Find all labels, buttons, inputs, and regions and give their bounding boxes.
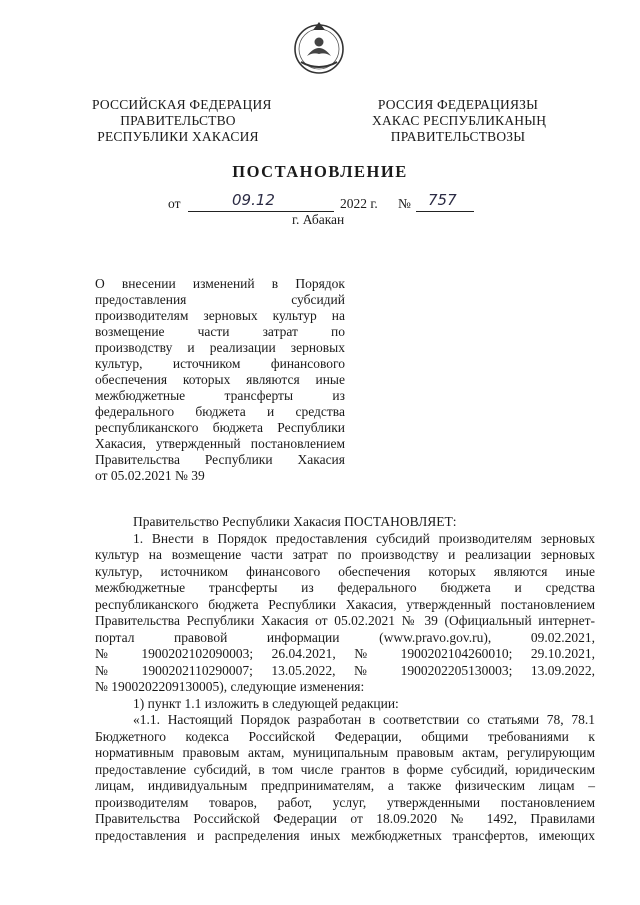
paragraph-1-line: республиканского бюджета Республики Хакасия, утвержденный постановлением [95, 596, 595, 612]
paragraph-1-line: № 1900202209130005), следующие изменения: [95, 679, 365, 694]
paragraph-1-line: культур на возмещение части затрат по производству и реализации зерновых [95, 547, 595, 562]
handwritten-number: 757 [428, 191, 457, 209]
handwritten-date: 09.12 [232, 191, 275, 209]
header-left-line: ПРАВИТЕЛЬСТВО [120, 113, 236, 128]
quote-line: нормативным правовым актам, муниципальным правовым актам, регулирующим [95, 745, 595, 760]
paragraph-1-line: Правительства Республики Хакасия от 05.02.2021 № 39 (Официальный интернет- [95, 613, 595, 628]
paragraph-1-first-line: 1. Внести в Порядок предоставления субсидий производителям зерновых [133, 530, 595, 546]
date-prefix: от [168, 196, 181, 211]
subject-line: производителям зерновых культур на [95, 308, 345, 323]
header-right-line: РОССИЯ ФЕДЕРАЦИЯЗЫ [377, 97, 539, 112]
header-right-khakas [372, 97, 547, 145]
quote-line: лицам, индивидуальным предпринимателям, а также физическим лицам – [95, 778, 595, 793]
resolution-intro: Правительство Республики Хакасия ПОСТАНОВЛЯЕТ: [133, 514, 457, 529]
paragraph-1-line: портал правовой информации (www.pravo.gov.ru), 09.02.2021, [95, 629, 595, 645]
number-prefix: № [398, 196, 411, 211]
subject-line: культур, источником финансового [95, 356, 345, 371]
subject-line: производству и реализации зерновых [95, 340, 345, 355]
subject-line: предоставления субсидий [95, 292, 345, 307]
document-title: ПОСТАНОВЛЕНИЕ [232, 162, 408, 181]
subject-line: федерального бюджета и средства [95, 404, 345, 419]
subject-line: республиканского бюджета Республики [95, 420, 345, 435]
quote-line: Бюджетного кодекса Российской Федерации, общими требованиями к [95, 728, 595, 744]
date-year: 2022 г. [340, 196, 378, 211]
subject-line: возмещение части затрат по [95, 324, 345, 339]
paragraph-1-line: межбюджетные трансферты из федерального бюджета и средства [95, 580, 595, 595]
subject-line: Хакасия, утвержденный постановлением [95, 436, 345, 451]
subparagraph-1: 1) пункт 1.1 изложить в следующей редакции: [133, 695, 399, 711]
header-left-line: РЕСПУБЛИКИ ХАКАСИЯ [97, 129, 259, 144]
city-name: г. Абакан [292, 212, 345, 227]
subject-line: обеспечения которых являются иные [95, 372, 345, 387]
subject-line: О внесении изменений в Порядок [95, 276, 345, 291]
header-right-line: ПРАВИТЕЛЬСТВОЗЫ [390, 129, 526, 144]
quote-first-line: «1.1. Настоящий Порядок разработан в соответствии со статьями 78, 78.1 [133, 712, 595, 727]
header-left-russian [92, 97, 272, 145]
document-body [95, 514, 595, 844]
subject-line: от 05.02.2021 № 39 [95, 468, 205, 483]
paragraph-1-line: культур, источником финансового обеспечения которых являются иные [95, 563, 595, 579]
paragraph-1-line: № 1900202102090003; 26.04.2021, № 1900202104260010; 29.10.2021, [95, 646, 595, 661]
subject-line: межбюджетные трансферты из [95, 388, 345, 403]
paragraph-1-line: № 1900202110290007; 13.05.2022, № 1900202205130003; 13.09.2022, [95, 662, 595, 678]
quote-line: предоставления и распределения иных межбюджетных трансфертов, имеющих [95, 827, 595, 843]
subject-line: Правительства Республики Хакасия [95, 452, 345, 467]
number-underline [416, 211, 474, 212]
header-left-line: РОССИЙСКАЯ ФЕДЕРАЦИЯ [92, 97, 272, 112]
quote-line: Правительства Российской Федерации от 18.09.2020 № 1492, Правилами [95, 811, 595, 826]
header-right-line: ХАКАС РЕСПУБЛИКАНЫҢ [372, 113, 547, 128]
subject-block [95, 276, 345, 484]
quote-line: производителям товаров, работ, услуг, утвержденными постановлением [95, 794, 595, 810]
coat-of-arms-emblem [289, 18, 349, 78]
quote-line: предоставление субсидий, в том числе грантов в форме субсидий, юридическим [95, 761, 595, 777]
